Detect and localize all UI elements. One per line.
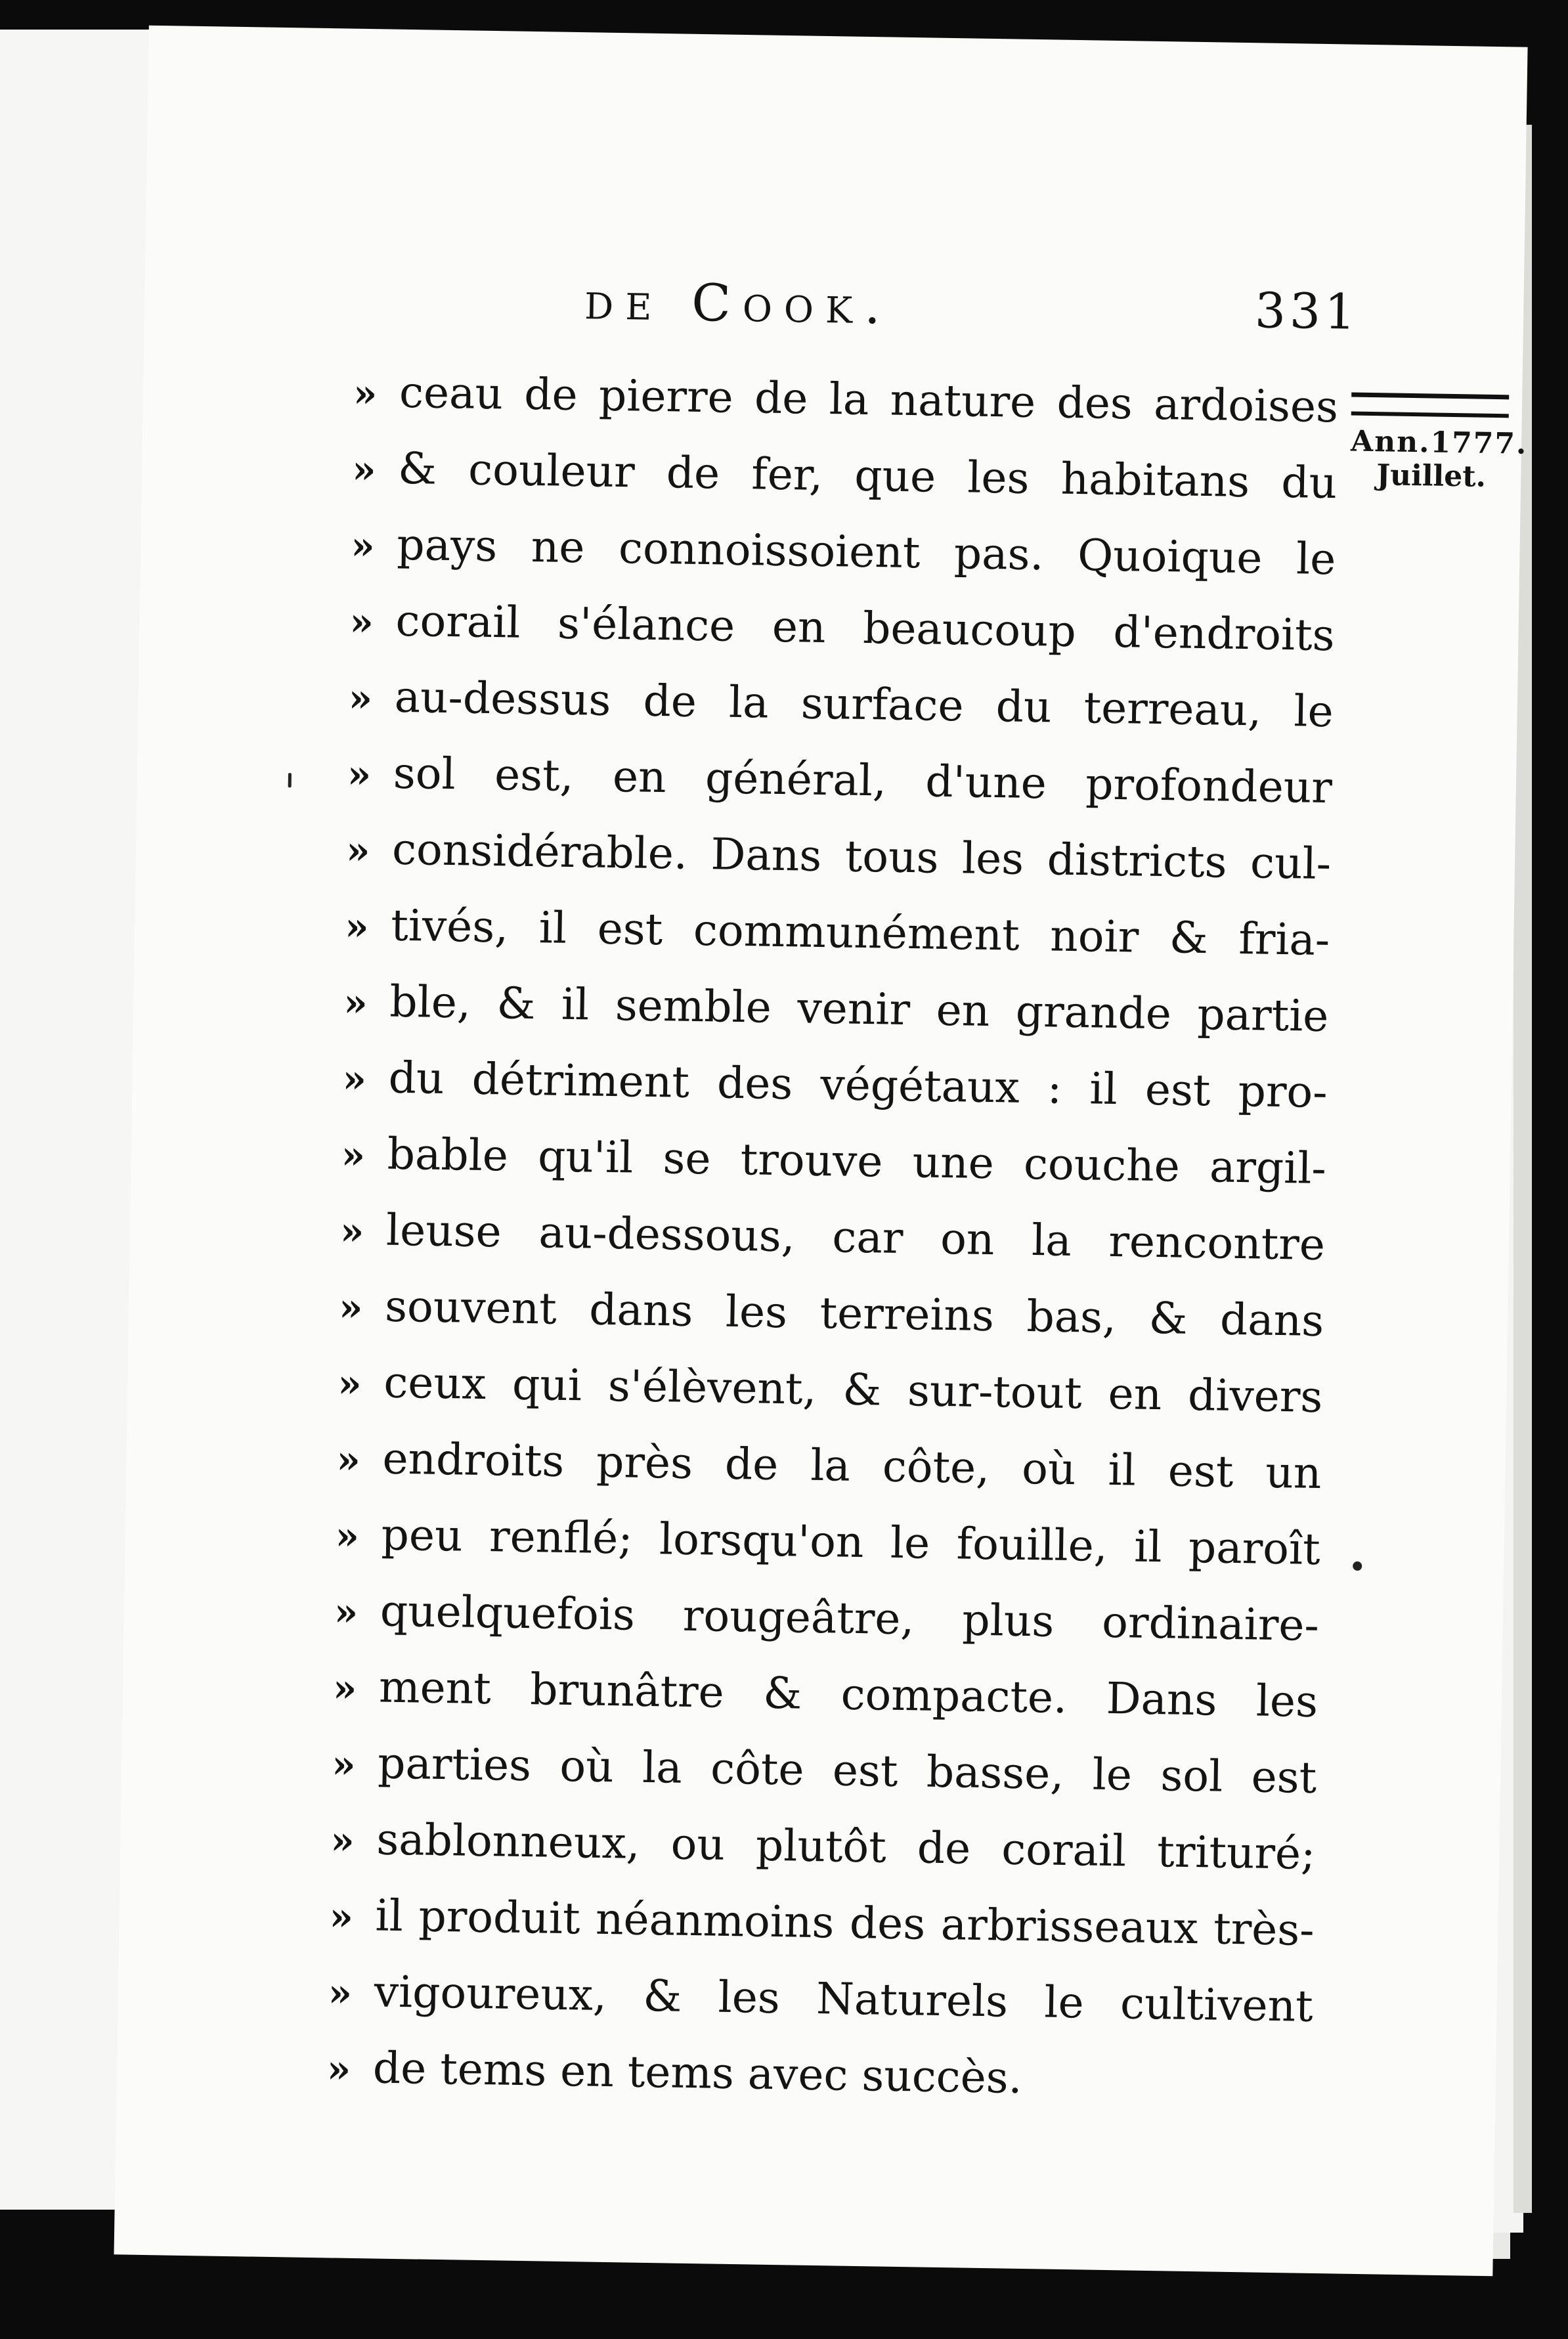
quote-mark: »	[337, 1361, 362, 1407]
quote-mark: »	[328, 1970, 353, 2015]
quote-mark: »	[338, 1284, 363, 1330]
text-line-content: sol est, en général, d'une profondeur	[393, 747, 1333, 814]
running-head-title: de Cook.	[584, 272, 893, 336]
quote-mark: »	[347, 751, 372, 797]
text-line-content: pays ne connoissoient pas. Quoique le	[396, 519, 1336, 585]
text-line-content: ble, & il semble venir en grande partie	[389, 976, 1329, 1042]
body-text	[326, 354, 1339, 2121]
page-body	[114, 26, 1528, 2277]
book-page	[114, 26, 1528, 2277]
quote-mark: »	[329, 1894, 354, 1939]
margin-rule	[1351, 393, 1510, 418]
quote-mark: »	[349, 599, 374, 645]
text-line-content: il produit néanmoins des arbrisseaux très-	[375, 1890, 1315, 1956]
text-line-content: de tems en tems avec succès.	[372, 2042, 1023, 2103]
margin-note	[1350, 393, 1528, 494]
ink-speck	[1353, 1562, 1362, 1571]
quote-mark: »	[348, 675, 373, 721]
text-line-content: tivés, il est communément noir & fria-	[390, 900, 1330, 966]
page-number: 331	[1254, 282, 1360, 341]
text-line-content: considérable. Dans tous les districts cul-	[391, 823, 1332, 890]
quote-mark: »	[341, 1132, 366, 1178]
text-line-content: quelquefois rougeâtre, plus ordinaire-	[380, 1585, 1320, 1651]
text-line	[326, 2029, 1313, 2121]
quote-mark: »	[332, 1665, 357, 1711]
quote-mark: »	[336, 1437, 361, 1483]
text-line-content: ceau de pierre de la nature des ardoises	[399, 366, 1339, 433]
quote-mark: »	[342, 1056, 367, 1102]
margin-month: Juillet.	[1376, 458, 1487, 494]
text-line-content: peu renflé; lorsqu'on le fouille, il paroît	[381, 1509, 1321, 1575]
text-line-content: leuse au-dessous, car on la rencontre	[385, 1204, 1326, 1271]
text-line-content: corail s'élance en beaucoup d'endroits	[395, 595, 1336, 661]
text-line-content: du détriment des végétaux : il est pro-	[388, 1052, 1328, 1118]
quote-mark: »	[331, 1741, 357, 1787]
quote-mark: »	[350, 523, 376, 569]
quote-mark: »	[339, 1208, 364, 1254]
text-line-content: endroits près de la côte, où il est un	[381, 1433, 1322, 1499]
text-line-content: parties où la côte est basse, le sol est	[377, 1738, 1317, 1803]
ink-speck	[288, 773, 292, 787]
running-head	[584, 272, 1360, 357]
text-line-content: souvent dans les terreins bas, & dans	[384, 1280, 1324, 1347]
quote-mark: »	[343, 980, 368, 1026]
text-line-content: & couleur de fer, que les habitans du	[397, 443, 1338, 509]
margin-year: Ann.1777.	[1350, 424, 1528, 461]
text-line-content: ment brunâtre & compacte. Dans les	[378, 1661, 1318, 1727]
quote-mark: »	[344, 904, 370, 950]
text-line-content: vigoureux, & les Naturels le cultivent	[374, 1966, 1314, 2032]
quote-mark: »	[345, 827, 370, 873]
quote-mark: »	[330, 1818, 355, 1863]
quote-mark: »	[353, 370, 378, 416]
quote-mark: »	[351, 447, 377, 492]
text-line-content: ceux qui s'élèvent, & sur-tout en divers	[383, 1357, 1323, 1423]
text-line-content: sablonneux, ou plutôt de corail trituré;	[376, 1814, 1316, 1879]
quote-mark: »	[326, 2046, 351, 2091]
text-line-content: bable qu'il se trouve une couche argil-	[387, 1128, 1327, 1194]
text-line-content: au-dessus de la surface du terreau, le	[394, 671, 1334, 737]
quote-mark: »	[335, 1513, 360, 1559]
quote-mark: »	[334, 1589, 359, 1635]
